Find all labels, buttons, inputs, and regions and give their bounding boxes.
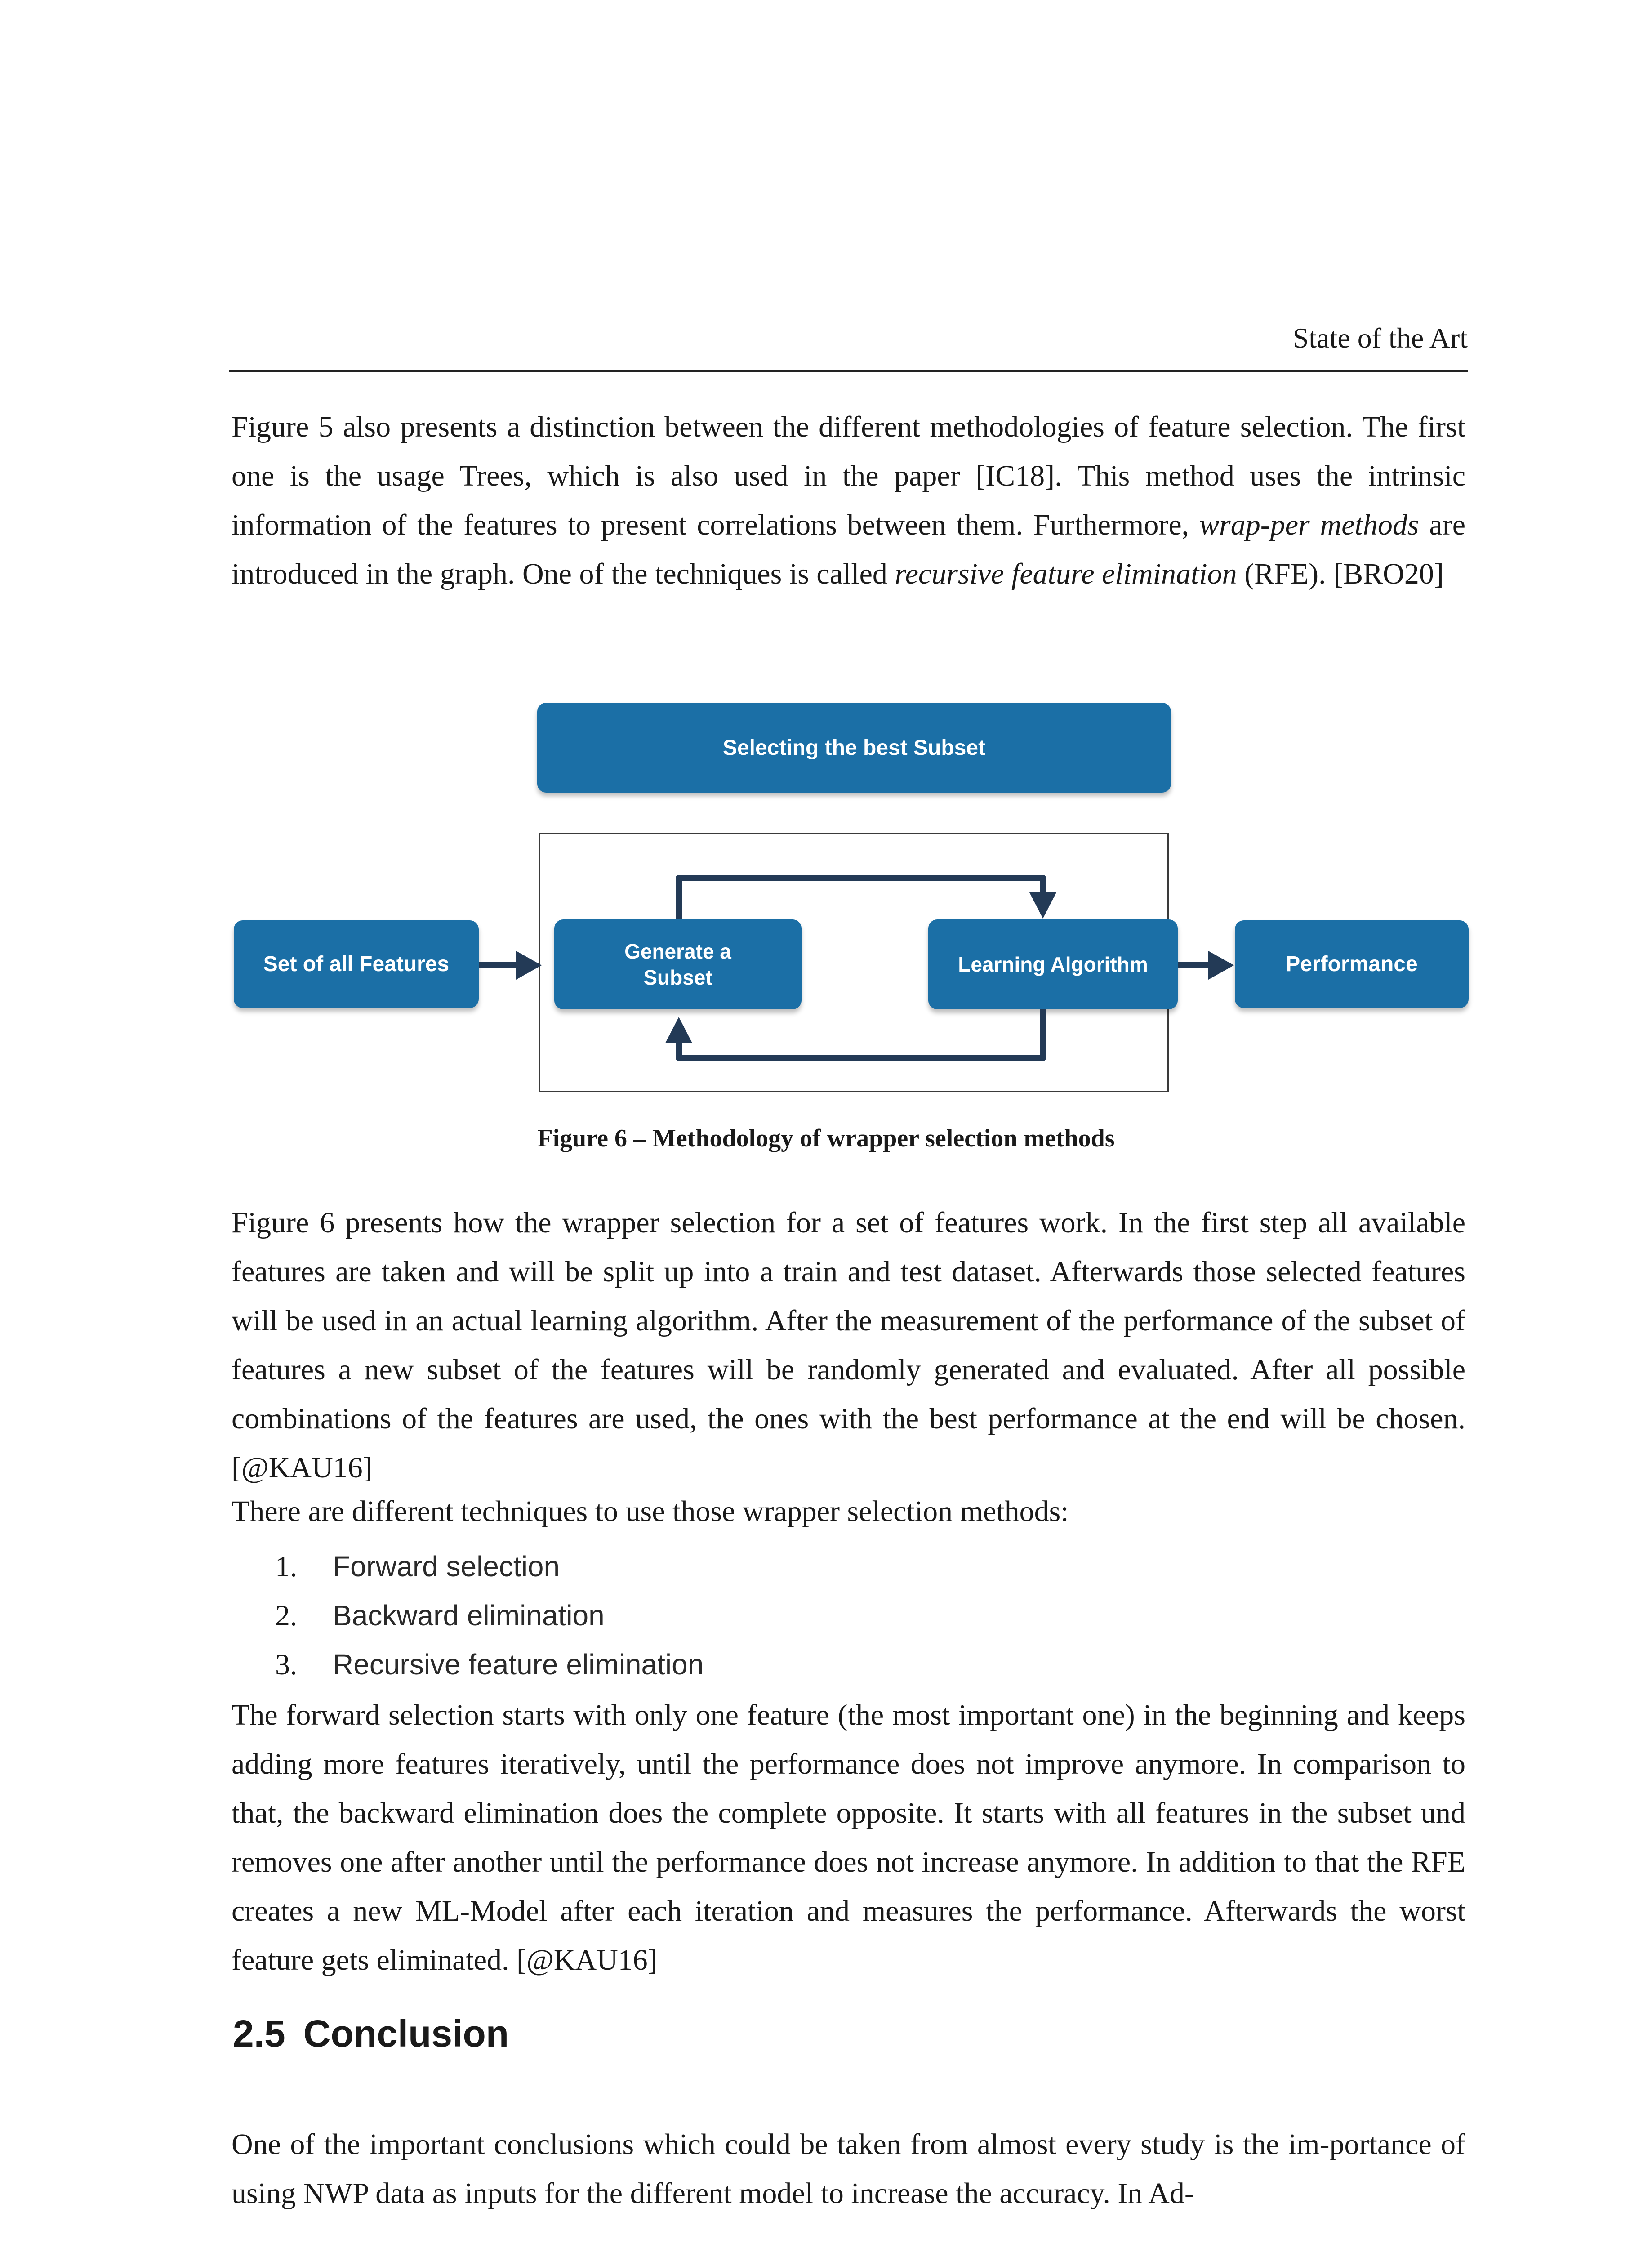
generate-subset-box [554,919,802,1009]
paragraph-text: (RFE). [BRO20] [1237,558,1444,590]
techniques-list [275,1542,704,1689]
performance-label: Performance [1286,952,1418,976]
set-of-all-features-box [234,920,479,1008]
paragraph-wrapper-explanation: Figure 6 presents how the wrapper selection for a set of features work. In the first step all available features are taken and will be split up into a train and test dataset. Afterwards those selected features will be used in an actual learning algorithm. After the measurement of the performance of the subset of features a new subset of the features will be randomly generated and evaluated. After all possible combinations of the features are used, the ones with the best performance at the end will be chosen. [@KAU16] [232,1206,1465,1484]
list-item-label: Recursive feature elimination [333,1648,704,1681]
selecting-best-subset-label: Selecting the best Subset [722,736,986,760]
header-rule [229,370,1468,372]
term-wrapper-methods: wrap-per methods [1199,508,1419,541]
performance-box [1235,920,1469,1008]
arrowhead-set-to-generate [516,951,542,980]
list-item [275,1542,704,1591]
arrow-learning-to-generate [679,1009,1043,1058]
section-title: Conclusion [303,2012,509,2055]
learning-algorithm-box [928,919,1178,1009]
arrowhead-generate-to-learning [1029,892,1056,919]
list-item [275,1591,704,1640]
figure-caption: Figure 6 – Methodology of wrapper selection methods [537,1124,1115,1152]
section-number: 2.5 [233,2012,285,2055]
learning-algorithm-label: Learning Algorithm [958,953,1148,976]
paragraph-techniques-explanation: The forward selection starts with only one feature (the most important one) in the beginning and keeps adding more features iteratively, until the performance does not improve anymore. In comparison to that, the backward elimination does the complete opposite. It starts with all features in the subset und removes one after another until the performance does not increase anymore. In addition to that the RFE creates a new ML-Model after each iteration and measures the performance. Afterwards the worst feature gets eliminated. [@KAU16] [232,1699,1465,1976]
paragraph-feature-selection [232,402,1465,598]
running-header-title: State of the Art [1292,322,1468,354]
paragraph-conclusion: One of the important conclusions which could be taken from almost every study is the im-portance of using NWP data as inputs for the different model to increase the accuracy. In Ad- [232,2128,1465,2210]
paragraph-text: Figure 5 also presents a distinction between the different methodologies of feature selection. The first one is the usage Trees, which is also used in the paper [IC18]. This method uses the intrinsic information of the features to present correlations between them. Furthermore, [232,410,1465,541]
list-item-number: 2. [275,1599,298,1632]
arrow-generate-to-learning [679,878,1043,919]
section-heading [233,2012,509,2056]
list-item-number: 3. [275,1648,298,1681]
list-item-label: Backward elimination [333,1599,605,1632]
term-recursive-feature-elimination: recursive feature elimination [895,558,1237,590]
list-item [275,1640,704,1689]
paragraph-text: are introduced in the graph. One of the techniques is called [232,508,1465,590]
arrowhead-learning-to-generate [665,1017,692,1043]
set-of-all-features-label: Set of all Features [263,952,450,976]
generate-subset-label: Generate a Subset [624,940,731,989]
list-item-label: Forward selection [333,1550,560,1583]
techniques-intro: There are different techniques to use those wrapper selection methods: [232,1495,1069,1528]
arrowhead-learning-to-performance [1208,951,1234,980]
list-item-number: 1. [275,1550,298,1583]
selecting-best-subset-box [537,703,1171,793]
